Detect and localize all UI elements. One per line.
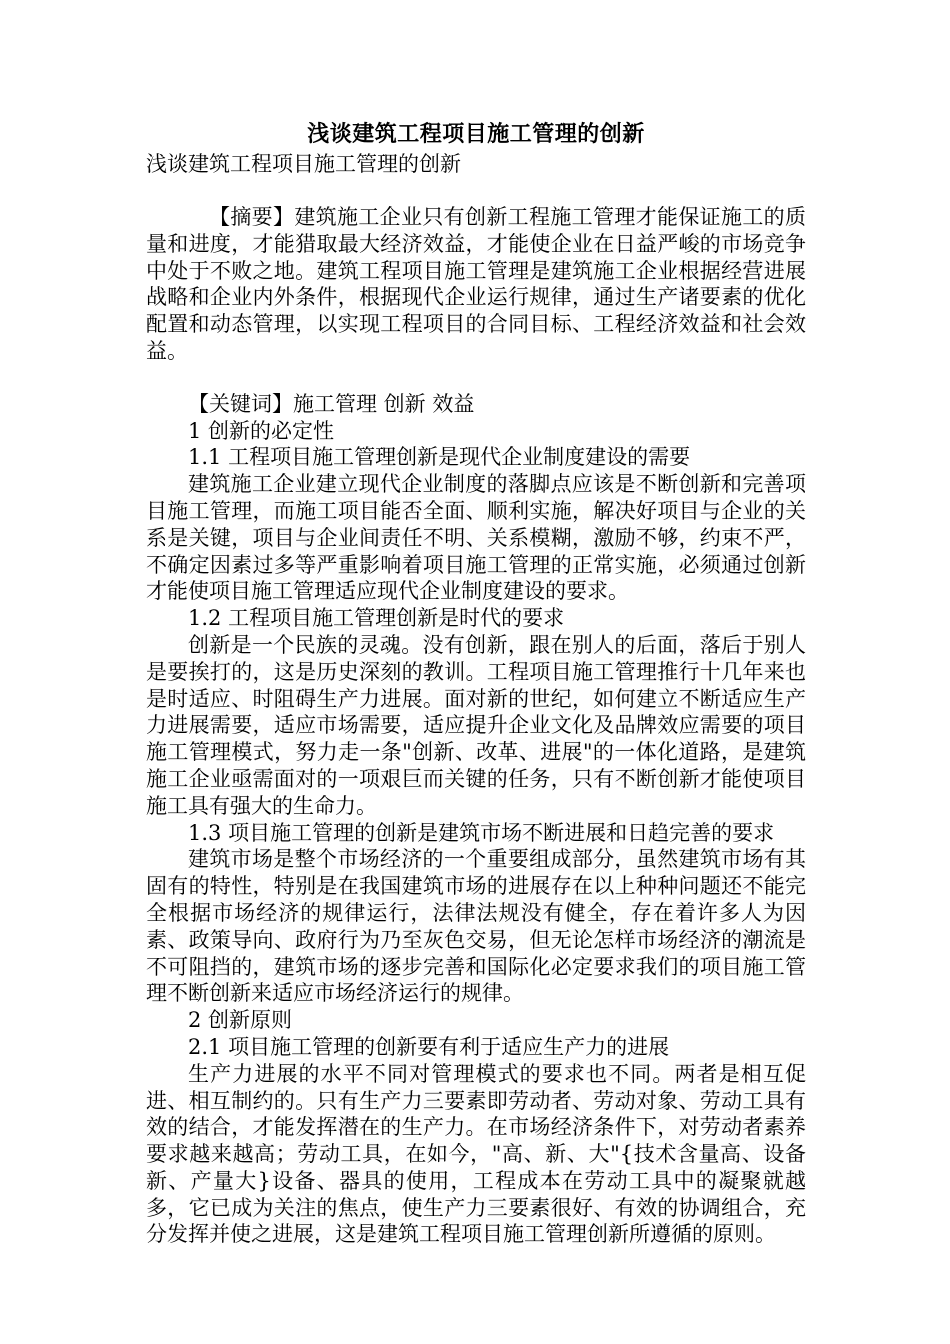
section-1-2-heading: 1.2 工程项目施工管理创新是时代的要求 (188, 606, 565, 631)
section-1-heading: 1 创新的必定性 (188, 418, 335, 443)
abstract-paragraph: 【摘要】建筑施工企业只有创新工程施工管理才能保证施工的质量和进度，才能猎取最大经济效益，才能使企业在日益严峻的市场竞争中处于不败之地。建筑工程项目施工管理是建筑施工企业根据经营进展战略和企业内外条件，根据现代企业运行规律，通过生产诸要素的优化配置和动态管理，以实现工程项目的合同目标、工程经济效益和社会效益。 (146, 205, 806, 363)
document-page (146, 120, 806, 1248)
section-1-3-paragraph: 建筑市场是整个市场经济的一个重要组成部分，虽然建筑市场有其固有的特性，特别是在我国建筑市场的进展存在以上种种问题还不能完全根据市场经济的规律运行，法律法规没有健全，存在着许多人为因素、政策导向、政府行为乃至灰色交易，但无论怎样市场经济的潮流是不可阻挡的，建筑市场的逐步完善和国际化必定要求我们的项目施工管理不断创新来适应市场经济运行的规律。 (146, 847, 806, 1006)
section-1-3-heading: 1.3 项目施工管理的创新是建筑市场不断进展和日趋完善的要求 (188, 820, 775, 845)
section-2-1-heading: 2.1 项目施工管理的创新要有利于适应生产力的进展 (188, 1034, 670, 1059)
section-2-1-paragraph: 生产力进展的水平不同对管理模式的要求也不同。两者是相互促进、相互制约的。只有生产力三要素即劳动者、劳动对象、劳动工具有效的结合，才能发挥潜在的生产力。在市场经济条件下，对劳动者素养要求越来越高；劳动工具，在如今，"高、新、大"{技术含量高、设备新、产量大}设备、器具的使用，工程成本在劳动工具中的凝聚就越多，它已成为关注的焦点，使生产力三要素很好、有效的协调组合，充分发挥并使之进展，这是建筑工程项目施工管理创新所遵循的原则。 (146, 1061, 806, 1247)
section-1-1-paragraph: 建筑施工企业建立现代企业制度的落脚点应该是不断创新和完善项目施工管理，而施工项目能否全面、顺利实施，解决好项目与企业的关系是关键，项目与企业间责任不明、关系模糊，激励不够，约束不严，不确定因素过多等严重影响着项目施工管理的正常实施，必须通过创新才能使项目施工管理适应现代企业制度建设的要求。 (146, 472, 806, 604)
section-2-heading: 2 创新原则 (188, 1008, 293, 1033)
section-1-2-paragraph: 创新是一个民族的灵魂。没有创新，跟在别人的后面，落后于别人是要挨打的，这是历史深刻的教训。工程项目施工管理推行十几年来也是时适应、时阻碍生产力进展。面对新的世纪，如何建立不断适应生产力进展需要，适应市场需要，适应提升企业文化及品牌效应需要的项目施工管理模式，努力走一条"创新、改革、进展"的一体化道路，是建筑施工企业亟需面对的一项艰巨而关键的任务，只有不断创新才能使项目施工具有强大的生命力。 (146, 632, 806, 818)
keywords-line: 【关键词】施工管理 创新 效益 (188, 391, 475, 416)
section-1-1-heading: 1.1 工程项目施工管理创新是现代企业制度建设的需要 (188, 445, 691, 470)
document-title: 浅谈建筑工程项目施工管理的创新 (307, 121, 645, 147)
document-subtitle: 浅谈建筑工程项目施工管理的创新 (146, 152, 461, 176)
